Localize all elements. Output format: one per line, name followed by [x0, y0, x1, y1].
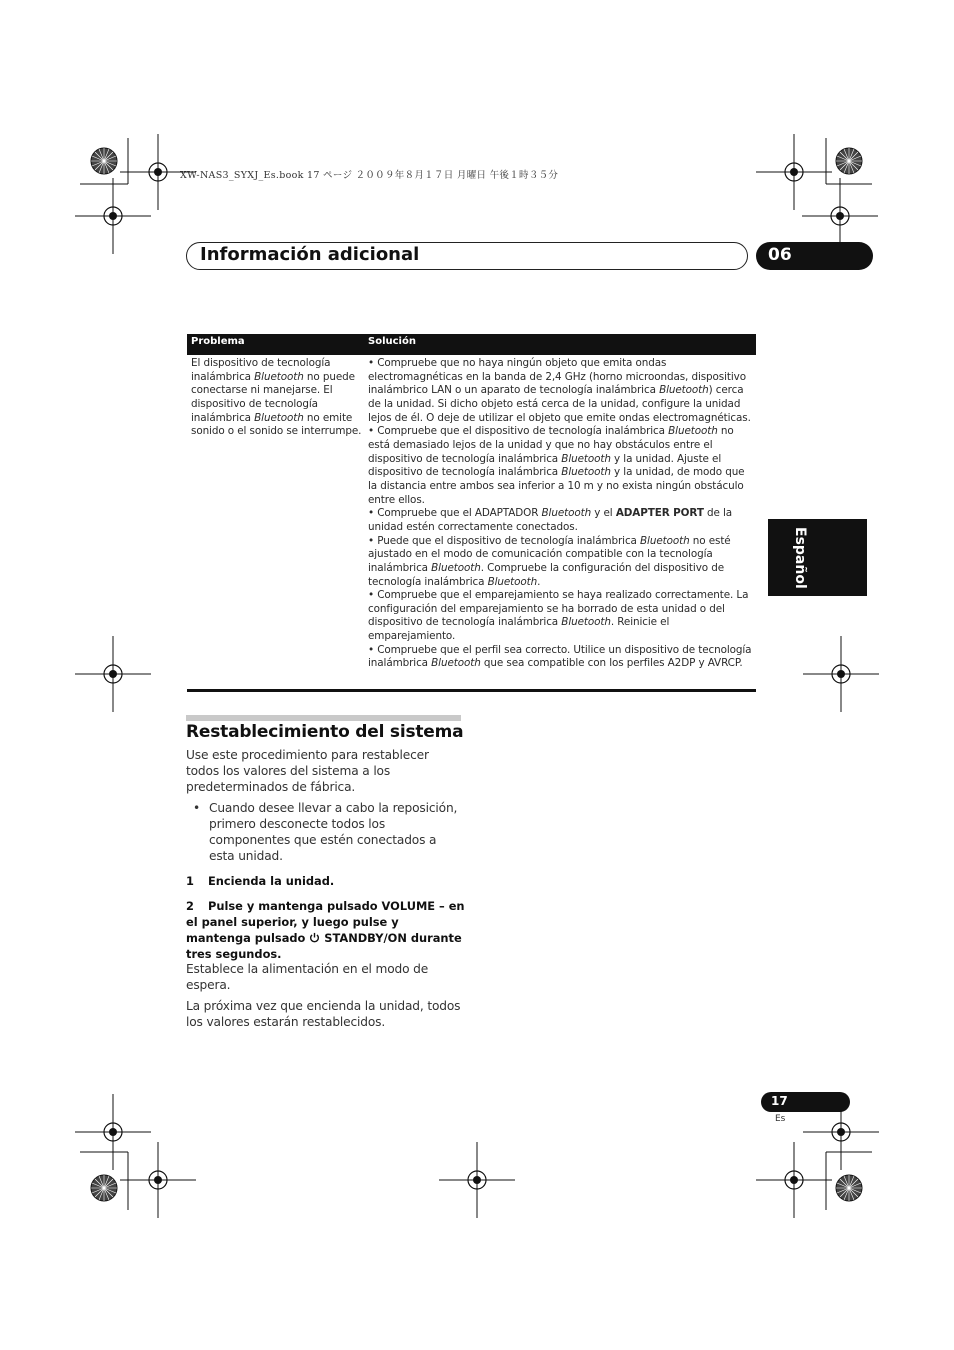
step-2: 2 Pulse y mantenga pulsado VOLUME – en el panel superior, y luego pulse y mantenga pulsado STANDBY/ON durante tres segundos.	[186, 899, 465, 961]
section-intro: Use este procedimiento para restablecer todos los valores del sistema a los predeterminados de fábrica.	[186, 748, 429, 794]
step-2-result: Establece la alimentación en el modo de espera.	[186, 962, 429, 992]
solution-item: • Compruebe que no haya ningún objeto que emita ondas electromagnéticas en la banda de 2,4 GHz (horno microondas, dispositivo inalámbrico LAN o un aparato de tecnología inalámbrica Bluetooth) cerca de la unidad. Si dicho objeto está cerca de la unidad, configure la unidad lejos de él. O deje de utilizar el objeto que emite ondas electromagnéticas.	[368, 357, 751, 424]
language-tab	[768, 519, 867, 596]
solution-cell	[368, 357, 756, 671]
reset-note: La próxima vez que encienda la unidad, todos los valores estarán restablecidos.	[186, 999, 461, 1029]
solution-item: • Compruebe que el dispositivo de tecnología inalámbrica Bluetooth no está demasiado lejos de la unidad y que no hay obstáculos entre el dispositivo de tecnología inalámbrica Bluetooth y la unidad. Ajuste el dispositivo de tecnología inalámbrica Bluetooth y la unidad, de modo que la distancia entre ambos sea inferior a 10 m y no exista ningún obstáculo entre ellos.	[368, 425, 745, 506]
bullet-icon: •	[193, 801, 201, 815]
page-number: 17	[771, 1094, 788, 1108]
page-language-code: Es	[775, 1114, 786, 1124]
step-1: 1 Encienda la unidad.	[186, 874, 335, 888]
solution-item: • Compruebe que el emparejamiento se haya realizado correctamente. La configuración del emparejamiento se ha borrado de esta unidad o del dispositivo de tecnología inalámbrica Bluetooth. Reinicie el emparejamiento.	[368, 589, 749, 643]
column-header-solution: Solución	[368, 336, 416, 347]
problem-cell: El dispositivo de tecnología inalámbrica Bluetooth no puede conectarse ni manejarse. El dispositivo de tecnología inalámbrica Bluetooth no emite sonido o el sonido se interrumpe.	[191, 357, 362, 438]
power-icon	[309, 932, 320, 943]
section-title: Restablecimiento del sistema	[186, 722, 464, 742]
solution-item: • Compruebe que el ADAPTADOR Bluetooth y el ADAPTER PORT de la unidad estén correctamente conectados.	[368, 507, 733, 533]
solution-item: • Compruebe que el perfil sea correcto. Utilice un dispositivo de tecnología inalámbrica Bluetooth que sea compatible con los perfiles A2DP y AVRCP.	[368, 643, 752, 670]
section-bar	[186, 715, 461, 721]
table-header	[187, 334, 756, 355]
language-label: Español	[792, 527, 808, 589]
chapter-title: Información adicional	[200, 244, 420, 265]
bullet-text: Cuando desee llevar a cabo la reposición, primero desconecte todos los componentes que estén conectados a esta unidad.	[209, 801, 458, 863]
column-header-problem: Problema	[191, 336, 245, 347]
chapter-number: 06	[768, 245, 792, 265]
solution-item: • Puede que el dispositivo de tecnología inalámbrica Bluetooth no esté ajustado en el modo de comunicación compatible con la tecnología inalámbrica Bluetooth. Compruebe la configuración del dispositivo de tecnología inalámbrica Bluetooth.	[368, 534, 731, 588]
book-info-line: XW-NAS3_SYXJ_Es.book 17 ページ ２００９年８月１７日 月曜日 午後１時３５分	[180, 170, 559, 181]
table-bottom-rule	[187, 689, 756, 692]
